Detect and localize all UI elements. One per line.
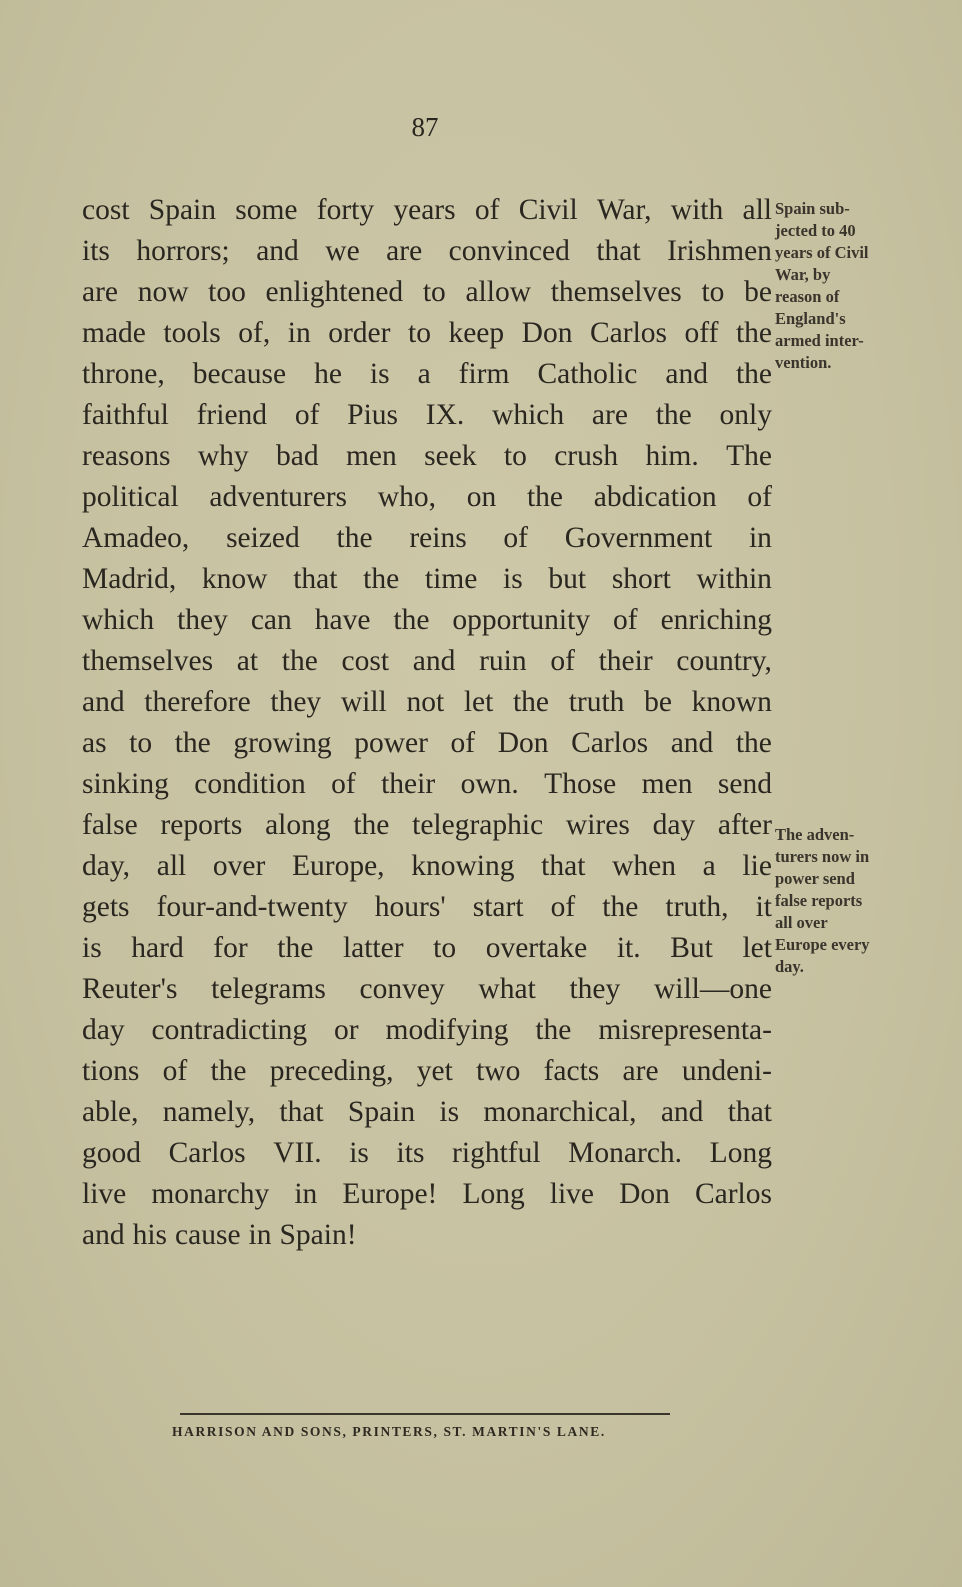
body-line: made tools of, in order to keep Don Carlos off the [82, 317, 772, 349]
margin-note-adventurers [775, 824, 910, 978]
body-line: good Carlos VII. is its rightful Monarch. Long [82, 1137, 772, 1169]
body-line: are now too enlightened to allow themselves to be [82, 276, 772, 308]
body-text [82, 190, 772, 1256]
body-line: which they can have the opportunity of enriching [82, 604, 772, 636]
margin-note-line: turers now in [775, 847, 870, 866]
margin-note-line: England's [775, 309, 846, 328]
body-line: and therefore they will not let the truth be known [82, 686, 772, 718]
body-line: cost Spain some forty years of Civil War, with all [82, 194, 772, 226]
body-line: gets four-and-twenty hours' start of the truth, it [82, 891, 772, 923]
margin-note-line: Europe every [775, 935, 870, 954]
margin-note-line: all over [775, 913, 828, 932]
margin-note-line: vention. [775, 353, 832, 372]
body-line: themselves at the cost and ruin of their country, [82, 645, 772, 677]
body-line: tions of the preceding, yet two facts are undeni- [82, 1055, 772, 1087]
body-line: reasons why bad men seek to crush him. The [82, 440, 772, 472]
margin-note-line: armed inter- [775, 331, 864, 350]
body-line: day, all over Europe, knowing that when a lie [82, 850, 772, 882]
printer-imprint: HARRISON AND SONS, PRINTERS, ST. MARTIN'S LANE. [172, 1424, 606, 1439]
margin-note-line: Spain sub- [775, 199, 850, 218]
body-line: false reports along the telegraphic wires day after [82, 809, 772, 841]
margin-note-line: power send [775, 869, 855, 888]
body-line: political adventurers who, on the abdication of [82, 481, 772, 513]
body-line: its horrors; and we are convinced that Irishmen [82, 235, 772, 267]
margin-note-line: day. [775, 957, 804, 976]
body-line: Amadeo, seized the reins of Government in [82, 522, 772, 554]
margin-note-civil-war [775, 198, 910, 374]
body-line: able, namely, that Spain is monarchical, and that [82, 1096, 772, 1128]
body-line: throne, because he is a firm Catholic and the [82, 358, 772, 390]
margin-note-line: War, by [775, 265, 831, 284]
body-line: and his cause in Spain! [82, 1219, 357, 1251]
page-number: 87 [411, 112, 439, 142]
margin-note-line: jected to 40 [775, 221, 856, 240]
body-line: faithful friend of Pius IX. which are the only [82, 399, 772, 431]
body-line: live monarchy in Europe! Long live Don Carlos [82, 1178, 772, 1210]
margin-note-line: years of Civil [775, 243, 869, 262]
body-line: sinking condition of their own. Those men send [82, 768, 772, 800]
margin-note-line: reason of [775, 287, 840, 306]
body-line: is hard for the latter to overtake it. But let [82, 932, 772, 964]
body-line: day contradicting or modifying the misrepresenta- [82, 1014, 772, 1046]
imprint-rule [180, 1413, 670, 1415]
body-line: Reuter's telegrams convey what they will—one [82, 973, 772, 1005]
margin-note-line: false reports [775, 891, 863, 910]
margin-note-line: The adven- [775, 825, 855, 844]
body-line: Madrid, know that the time is but short within [82, 563, 772, 595]
body-line: as to the growing power of Don Carlos and the [82, 727, 772, 759]
